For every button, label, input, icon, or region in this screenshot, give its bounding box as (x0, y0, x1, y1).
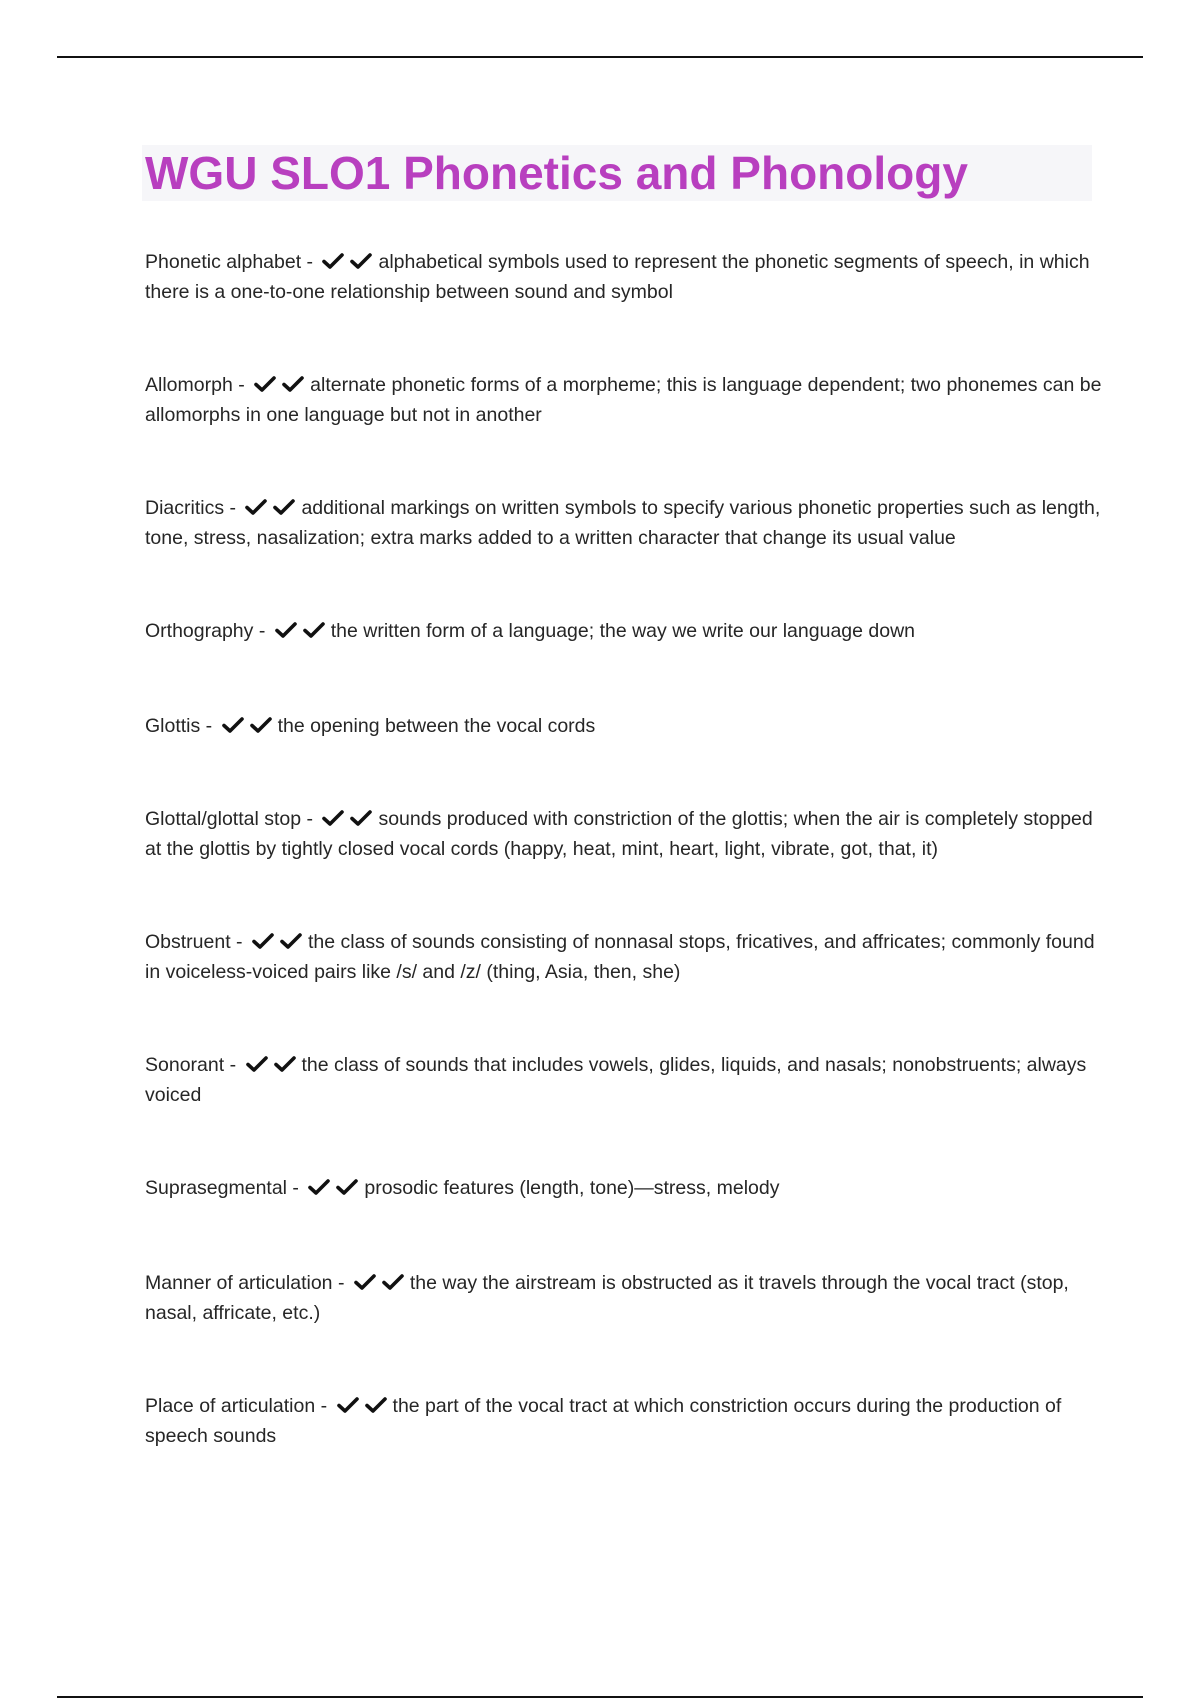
separator: - (332, 1272, 350, 1294)
list-item (145, 1050, 1105, 1110)
check-icon (350, 810, 372, 826)
check-icon (308, 1179, 330, 1195)
top-rule (57, 56, 1143, 58)
list-item (145, 1173, 1105, 1203)
check-icon (350, 253, 372, 269)
check-icon (250, 717, 272, 733)
term: Suprasegmental (145, 1177, 288, 1199)
term: Diacritics (145, 497, 225, 519)
term: Place of articulation (145, 1395, 316, 1417)
check-icon (222, 717, 244, 733)
definition: the written form of a language; the way we write our language down (330, 620, 916, 642)
separator: - (232, 374, 251, 396)
check-icon (245, 499, 267, 515)
separator: - (224, 1054, 242, 1076)
check-icon (282, 376, 304, 392)
bottom-rule (57, 1696, 1143, 1698)
separator: - (315, 1395, 333, 1417)
definition: the class of sounds consisting of nonnasal stops, fricatives, and affricates; commonly found in voiceless-voiced pairs like /s/ and /z/ (thing, Asia, then, she) (145, 931, 1095, 983)
page-title: WGU SLO1 Phonetics and Phonology (145, 147, 968, 199)
separator: - (230, 931, 248, 953)
definition: alphabetical symbols used to represent the phonetic segments of speech, in which there is a one-to-one relationship between sound and symbol (145, 251, 1090, 303)
check-icon (322, 810, 344, 826)
check-icon (303, 622, 325, 638)
term: Glottal/glottal stop (145, 808, 302, 830)
separator: - (253, 620, 271, 642)
term: Obstruent (145, 931, 231, 953)
definition: the class of sounds that includes vowels, glides, liquids, and nasals; nonobstruents; always voiced (145, 1054, 1087, 1106)
check-icon (252, 933, 274, 949)
list-item (145, 1268, 1105, 1328)
definition: sounds produced with constriction of the glottis; when the air is completely stopped at the glottis by tightly closed vocal cords (happy, heat, mint, heart, light, vibrate, got, that, it) (145, 808, 1093, 860)
definition: alternate phonetic forms of a morpheme; this is language dependent; two phonemes can be allomorphs in one language but not in another (145, 374, 1102, 426)
check-icon (354, 1274, 376, 1290)
list-item (145, 711, 1105, 741)
check-icon (337, 1397, 359, 1413)
check-icon (280, 933, 302, 949)
separator: - (224, 497, 242, 519)
definition: the way the airstream is obstructed as it travels through the vocal tract (stop, nasal, affricate, etc.) (145, 1272, 1069, 1324)
term: Manner of articulation (145, 1272, 333, 1294)
list-item (145, 1391, 1105, 1451)
definition: the part of the vocal tract at which constriction occurs during the production of speech sounds (145, 1395, 1062, 1447)
check-icon (322, 253, 344, 269)
check-icon (274, 1056, 296, 1072)
list-item (145, 927, 1105, 987)
term: Glottis (145, 715, 201, 737)
term: Sonorant (145, 1054, 225, 1076)
definition: the opening between the vocal cords (277, 715, 596, 737)
term: Orthography (145, 620, 254, 642)
check-icon (365, 1397, 387, 1413)
list-item (145, 616, 1105, 646)
definition: additional markings on written symbols to specify various phonetic properties such as length, tone, stress, nasalization; extra marks added to a written character that change its usual value (145, 497, 1101, 549)
check-icon (254, 376, 276, 392)
separator: - (287, 1177, 305, 1199)
definition: prosodic features (length, tone)—stress, melody (364, 1177, 780, 1199)
list-item (145, 804, 1105, 864)
separator: - (200, 715, 218, 737)
list-item (145, 370, 1105, 430)
check-icon (246, 1056, 268, 1072)
term: Allomorph (145, 374, 233, 396)
term: Phonetic alphabet (145, 251, 302, 273)
list-item (145, 493, 1105, 553)
check-icon (336, 1179, 358, 1195)
check-icon (273, 499, 295, 515)
separator: - (301, 808, 319, 830)
check-icon (382, 1274, 404, 1290)
list-item (145, 247, 1105, 307)
check-icon (275, 622, 297, 638)
separator: - (301, 251, 319, 273)
